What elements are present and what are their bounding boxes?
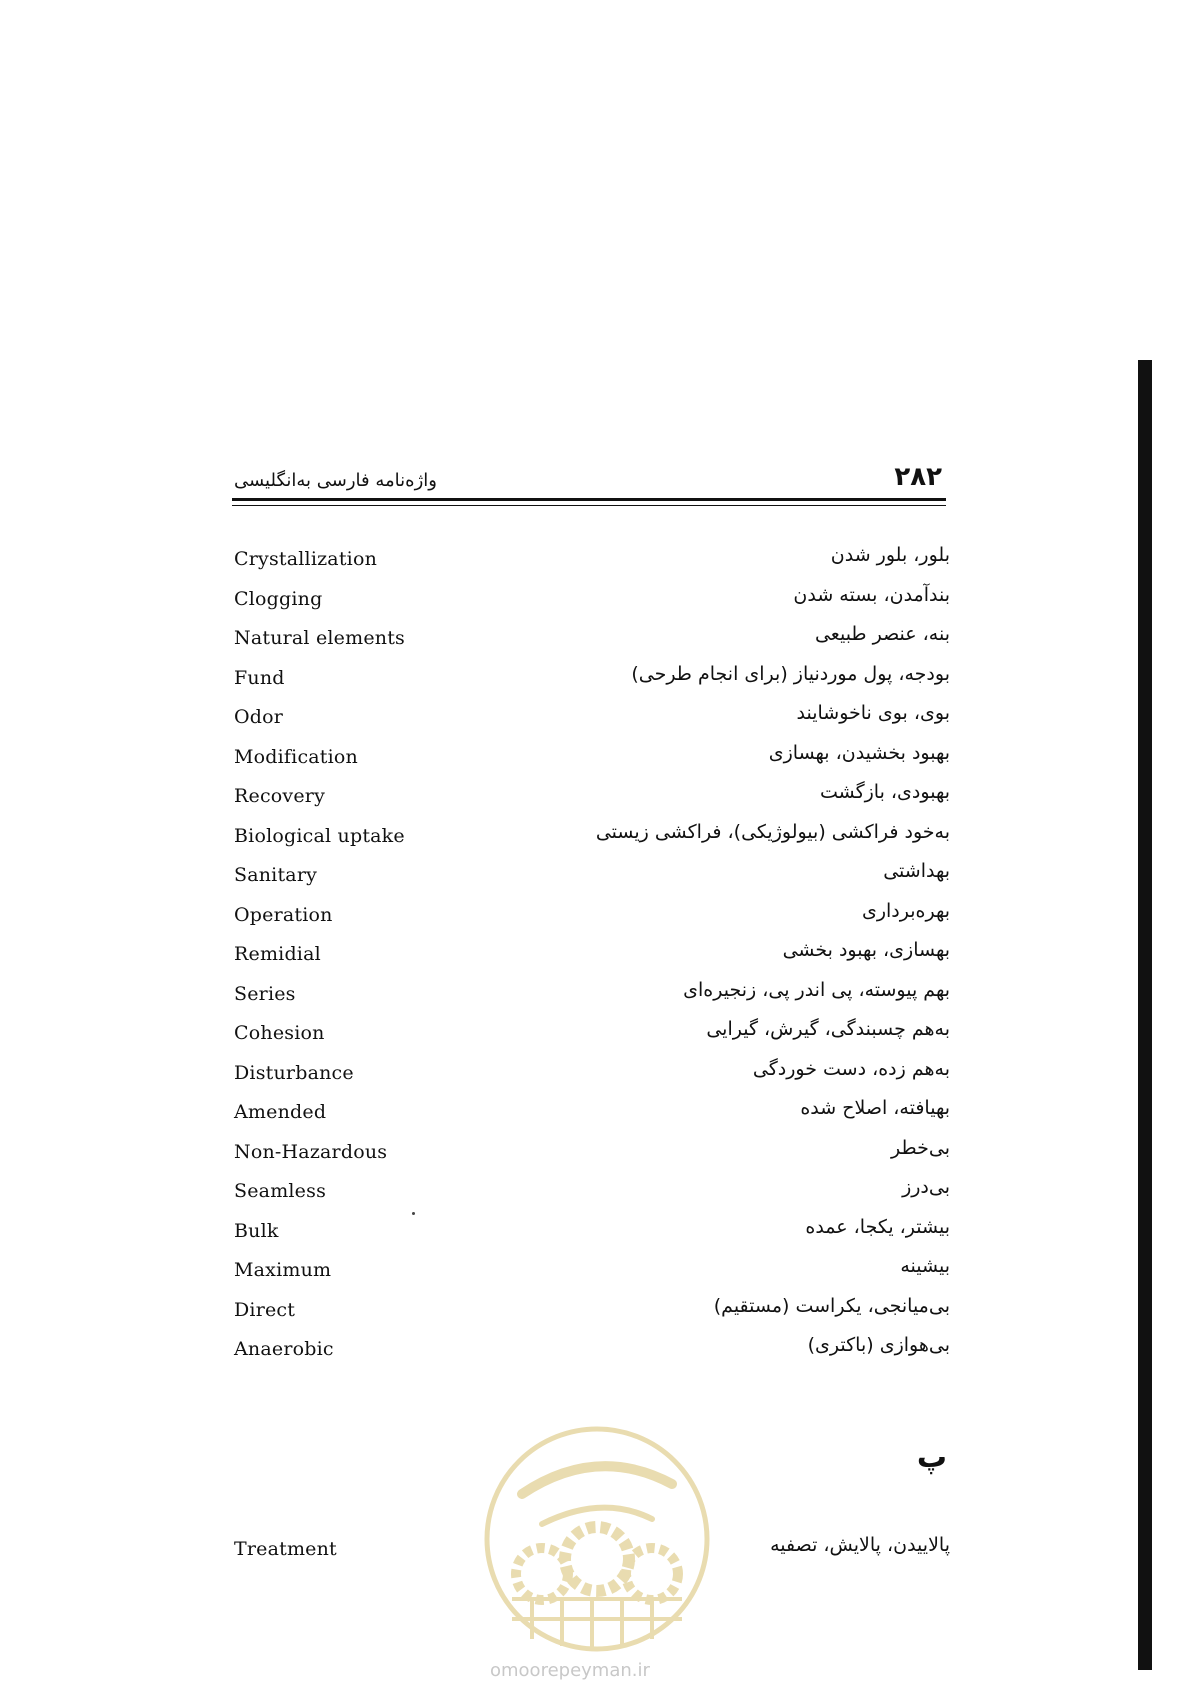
page-edge-bar xyxy=(1138,360,1152,1670)
glossary-entry xyxy=(232,698,950,738)
glossary-entry xyxy=(232,1172,950,1212)
entry-persian: به‌هم چسبندگی، گیرش، گیرایی xyxy=(706,1018,950,1040)
entry-english: Sanitary xyxy=(234,864,318,886)
entry-english: Natural elements xyxy=(234,627,405,649)
entry-english: Recovery xyxy=(234,785,326,807)
entry-persian: به‌خود فراکشی (بیولوژیکی)، فراکشی زیستی xyxy=(595,820,950,843)
glossary-entry xyxy=(232,1054,950,1094)
entry-english: Remidial xyxy=(234,943,321,965)
entry-english: Modification xyxy=(234,745,358,768)
glossary-entry xyxy=(232,1212,950,1252)
entry-persian: بیشینه xyxy=(900,1255,950,1277)
entry-persian: بهداشتی xyxy=(883,860,950,882)
page-header xyxy=(232,458,946,498)
entry-persian: بیشتر، یکجا، عمده xyxy=(805,1215,950,1238)
entry-persian: بی‌هوازی (باکتری) xyxy=(807,1334,950,1356)
glossary-entry xyxy=(232,1133,950,1173)
entry-persian: به‌هم زده، دست خوردگی xyxy=(752,1057,950,1080)
entry-persian: بهم پیوسته، پی اندر پی، زنجیره‌ای xyxy=(683,978,950,1001)
glossary-entry xyxy=(232,659,950,699)
entry-english: Seamless xyxy=(234,1180,327,1202)
glossary-entry xyxy=(232,975,950,1015)
glossary-entry xyxy=(232,1330,950,1370)
entry-persian: بی‌درز xyxy=(902,1176,950,1198)
entry-persian: بندآمدن، بسته شدن xyxy=(793,583,950,606)
glossary-entry xyxy=(232,817,950,857)
entry-english: Non-Hazardous xyxy=(234,1140,388,1163)
entry-persian: بهبود بخشیدن، بهسازی xyxy=(768,741,950,764)
glossary-entry xyxy=(232,1251,950,1291)
glossary-entry xyxy=(232,1093,950,1133)
glossary-entry xyxy=(232,738,950,778)
entry-persian: بهسازی، بهبود بخشی xyxy=(782,939,950,961)
entry-english: Operation xyxy=(234,903,333,926)
glossary-entry xyxy=(232,856,950,896)
entry-persian: بی‌خطر xyxy=(891,1136,950,1159)
entry-persian: بهره‌برداری xyxy=(861,899,950,922)
page-number: ۲۸۲ xyxy=(894,462,942,492)
entry-persian: پالاییدن، پالایش، تصفیه xyxy=(770,1534,950,1556)
entry-persian: بهبودی، بازگشت xyxy=(819,781,950,803)
entry-persian: بوی، بوی ناخوشایند xyxy=(796,702,950,724)
glossary-entry xyxy=(232,1530,950,1570)
entry-english: Anaerobic xyxy=(234,1338,334,1360)
entry-english: Amended xyxy=(234,1101,327,1123)
entry-english: Direct xyxy=(234,1298,296,1321)
entry-english: Fund xyxy=(234,666,285,689)
entry-english: Clogging xyxy=(234,587,323,610)
glossary-entry xyxy=(232,896,950,936)
glossary-entry xyxy=(232,1014,950,1054)
entry-persian: بی‌میانجی، یکراست (مستقیم) xyxy=(713,1294,950,1317)
glossary-entry xyxy=(232,1291,950,1331)
entry-persian: بهیافته، اصلاح شده xyxy=(800,1097,950,1119)
entry-english: Odor xyxy=(234,706,284,728)
glossary-entry xyxy=(232,935,950,975)
glossary-entry xyxy=(232,777,950,817)
entry-persian: بنه، عنصر طبیعی xyxy=(814,623,950,645)
glossary-entry xyxy=(232,580,950,620)
section-letter: پ xyxy=(916,1440,947,1475)
glossary-entries xyxy=(232,540,950,1370)
entry-english: Biological uptake xyxy=(234,824,405,847)
entry-english: Cohesion xyxy=(234,1022,325,1044)
entry-english: Crystallization xyxy=(234,548,378,570)
entry-english: Maximum xyxy=(234,1259,332,1281)
entry-english: Series xyxy=(234,982,296,1005)
header-rule-thick xyxy=(232,498,946,501)
entry-english: Disturbance xyxy=(234,1061,354,1084)
entry-persian: بودجه، پول موردنیاز (برای انجام طرحی) xyxy=(631,662,950,685)
header-rule-thin xyxy=(232,505,946,506)
entry-persian: بلور، بلور شدن xyxy=(830,544,950,566)
stray-dot xyxy=(412,1212,415,1215)
glossary-entry xyxy=(232,540,950,580)
watermark-url: omoorepeyman.ir xyxy=(490,1660,650,1681)
running-title: واژه‌نامه فارسی به‌انگلیسی xyxy=(234,470,437,491)
glossary-entry xyxy=(232,619,950,659)
entry-english: Bulk xyxy=(234,1219,279,1242)
entry-english: Treatment xyxy=(234,1538,337,1560)
